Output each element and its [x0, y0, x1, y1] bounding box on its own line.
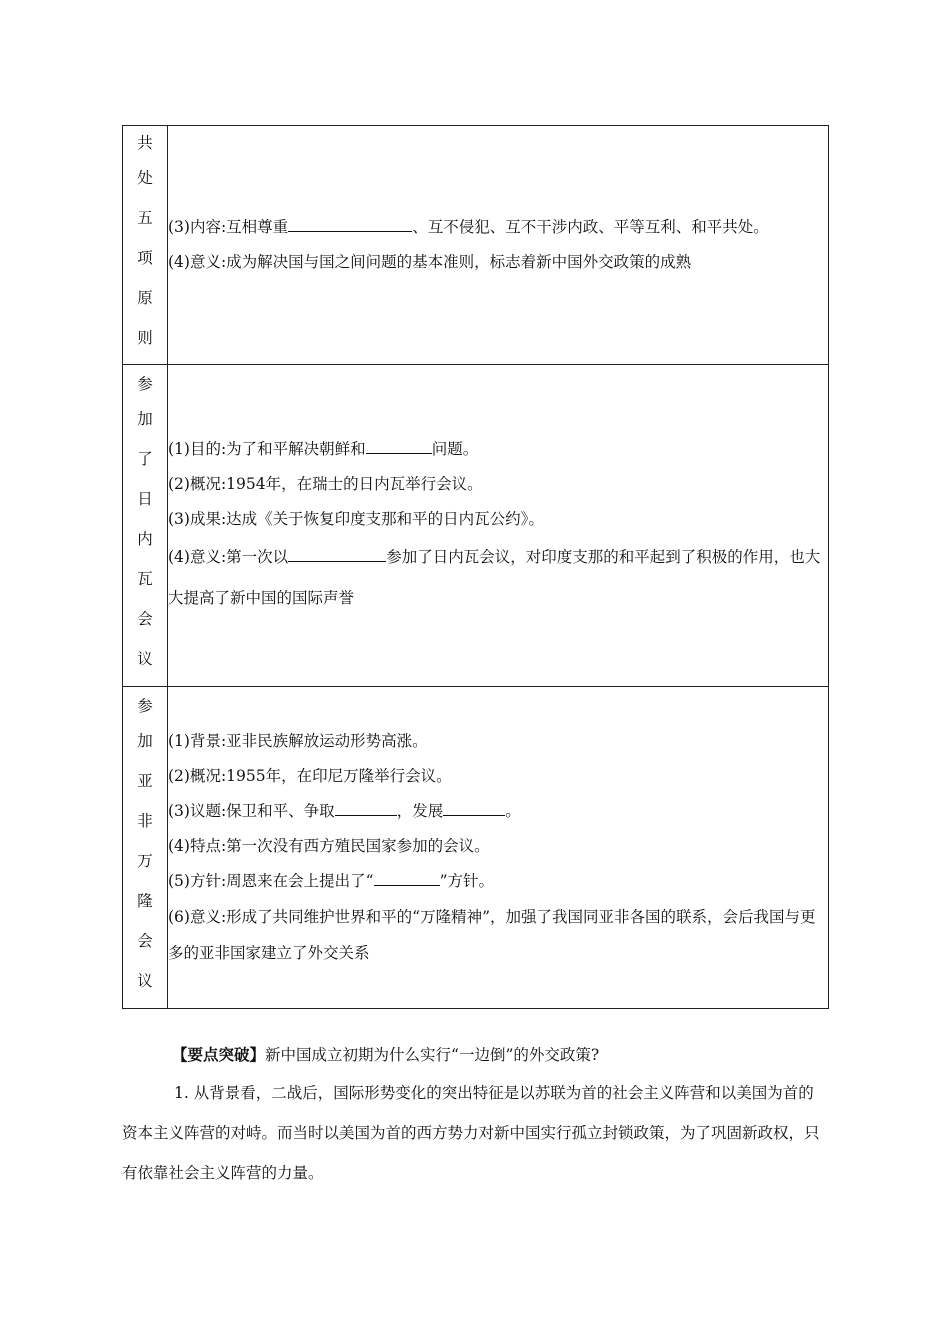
list-item	[168, 537, 828, 619]
label-char: 处	[137, 169, 153, 187]
fill-in-blank	[335, 801, 397, 816]
list-item	[168, 829, 828, 864]
item-text: (4)特点:第一次没有西方殖民国家参加的会议。	[168, 837, 490, 855]
label-char: 亚	[137, 771, 153, 790]
label-char: 共	[137, 134, 153, 152]
label-char: 议	[137, 971, 153, 990]
key-point-tag: 【要点突破】	[172, 1045, 266, 1064]
label-char: 非	[137, 811, 153, 830]
label-char: 参	[137, 696, 153, 715]
label-char: 会	[137, 609, 153, 628]
item-text: 、互不侵犯、互不干涉内政、平等互利、和平共处。	[412, 218, 769, 236]
label-char: 了	[137, 449, 153, 468]
list-item	[168, 899, 828, 971]
list-item	[168, 724, 828, 759]
list-item	[168, 759, 828, 794]
fill-in-blank	[443, 801, 505, 816]
item-text: 问题。	[431, 440, 479, 458]
label-char: 会	[137, 931, 153, 950]
item-text: (1)目的:为了和平解决朝鲜和	[168, 440, 366, 458]
item-text: (3)内容:互相尊重	[168, 218, 289, 236]
item-text: (5)方针:周恩来在会上提出了“	[168, 872, 374, 890]
row-label	[123, 687, 168, 1009]
label-char: 加	[137, 731, 153, 750]
list-item	[168, 432, 828, 467]
row-content	[168, 687, 829, 1009]
item-text: 。	[505, 802, 521, 820]
fill-in-blank	[366, 439, 432, 454]
label-char: 内	[137, 529, 153, 548]
label-char: 议	[137, 649, 153, 668]
key-point-heading	[172, 1043, 599, 1067]
label-char: 参	[137, 374, 153, 393]
row-content	[168, 365, 829, 687]
label-char: 加	[137, 409, 153, 428]
list-item	[168, 502, 828, 537]
list-item	[168, 864, 828, 899]
list-item	[168, 245, 828, 280]
table-row	[123, 126, 829, 365]
item-text: (1)背景:亚非民族解放运动形势高涨。	[168, 732, 428, 750]
row-label	[123, 365, 168, 687]
item-text: 参加了日内瓦会议，对印度支那的和平起到了积极的作用，也大大提高了新中国的国际声誉	[168, 548, 821, 607]
table-row	[123, 687, 829, 1009]
body-paragraph	[122, 1073, 829, 1193]
label-char: 原	[137, 289, 153, 307]
paragraph-text: 1. 从背景看，二战后，国际形势变化的突出特征是以苏联为首的社会主义阵营和以美国为首的资本主义阵营的对峙。而当时以美国为首的西方势力对新中国实行孤立封锁政策，为了巩固新政权，只有依靠社会主义阵营的力量。	[122, 1084, 820, 1182]
item-text: ”方针。	[439, 872, 495, 890]
item-text: (3)成果:达成《关于恢复印度支那和平的日内瓦公约》。	[168, 510, 544, 528]
list-item	[168, 467, 828, 502]
item-text: (2)概况:1954年，在瑞士的日内瓦举行会议。	[168, 475, 483, 493]
table-row	[123, 365, 829, 687]
fill-in-blank	[288, 547, 386, 562]
summary-table	[122, 125, 829, 1009]
label-char: 隆	[137, 891, 153, 910]
label-char: 日	[137, 489, 153, 508]
label-char: 项	[137, 249, 153, 267]
item-text: (3)议题:保卫和平、争取	[168, 802, 335, 820]
list-item	[168, 210, 828, 245]
label-char: 万	[137, 851, 153, 870]
key-point-question: 新中国成立初期为什么实行“一边倒”的外交政策?	[265, 1046, 600, 1064]
fill-in-blank	[374, 871, 440, 886]
fill-in-blank	[288, 217, 412, 232]
item-text: (4)意义:第一次以	[168, 548, 289, 566]
item-text: (4)意义:成为解决国与国之间问题的基本准则，标志着新中国外交政策的成熟	[168, 253, 692, 271]
row-label	[123, 126, 168, 365]
label-char: 则	[137, 329, 153, 347]
item-text: (2)概况:1955年，在印尼万隆举行会议。	[168, 767, 452, 785]
item-text: (6)意义:形成了共同维护世界和平的“万隆精神”，加强了我国同亚非各国的联系，会后我国与更多的亚非国家建立了外交关系	[168, 908, 816, 962]
item-text: ，发展	[396, 802, 444, 820]
label-char: 瓦	[137, 569, 153, 588]
label-char: 五	[137, 209, 153, 227]
list-item	[168, 794, 828, 829]
row-content	[168, 126, 829, 365]
